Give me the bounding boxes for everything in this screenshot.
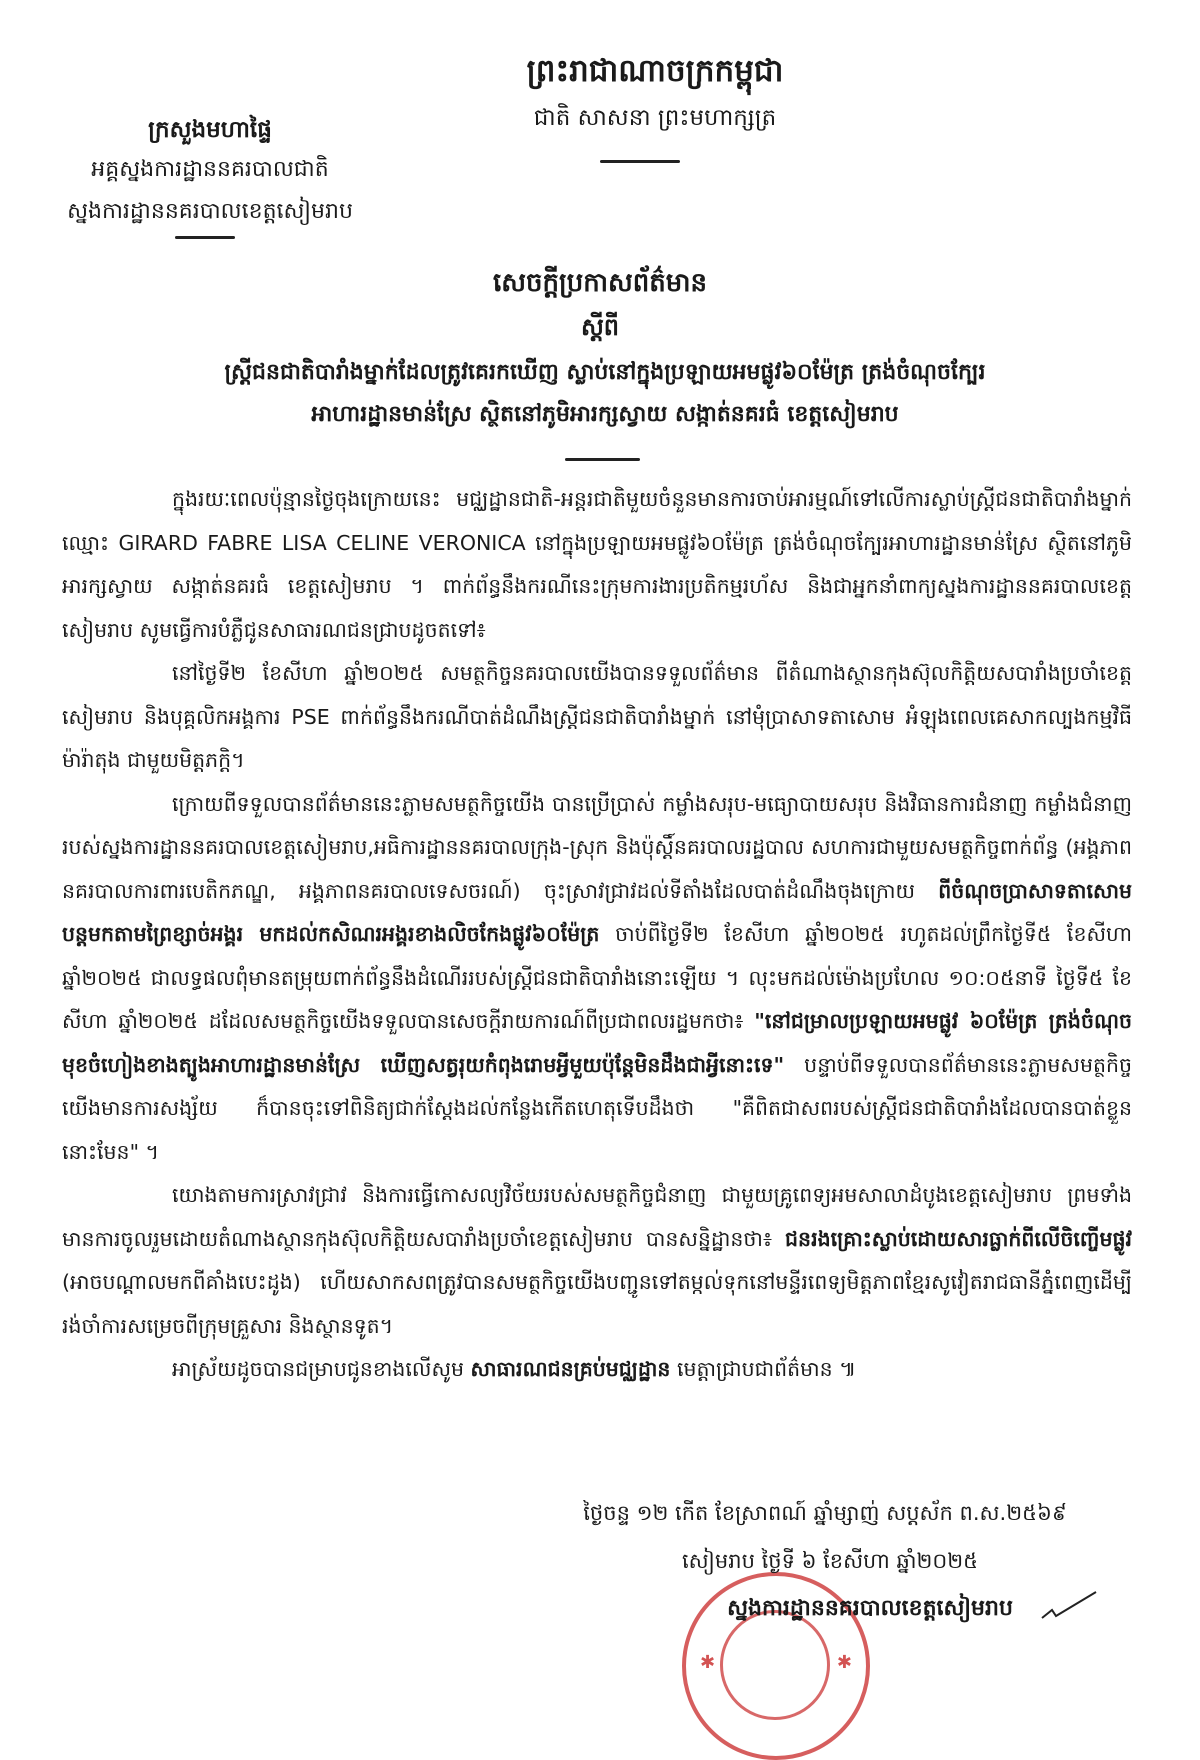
document-subject bbox=[90, 352, 1120, 436]
paragraph-1: ក្នុងរយៈពេលប៉ុន្មានថ្ងៃចុងក្រោយនេះ មជ្ឈដ្ឋានជាតិ-អន្តរជាតិមួយចំនួនមានការចាប់អារម្មណ៍ទៅលើការស្លាប់ស្ត្រីជនជាតិបារាំងម្នាក់ឈ្មោះ GIRARD FABRE LISA CELINE VERONICA នៅក្នុងប្រឡាយអមផ្លូវ៦០ម៉ែត្រ ត្រង់ចំណុចក្បែរអាហារដ្ឋានមាន់ស្រែ ស្ថិតនៅភូមិអារក្សស្វាយ សង្កាត់នគរធំ ខេត្តសៀមរាប ។ ពាក់ព័ន្ធនឹងករណីនេះក្រុមការងារប្រតិកម្មរហ័ស និងជាអ្នកនាំពាក្យស្នងការដ្ឋាននគរបាលខេត្តសៀមរាប សូមធ្វើការបំភ្លឺជូនសាធារណជនជ្រាបដូចតទៅ៖ bbox=[62, 487, 1132, 642]
motto-divider bbox=[600, 160, 680, 163]
general-commissariat: អគ្គស្នងការដ្ឋាននគរបាលជាតិ bbox=[91, 157, 329, 182]
p4-text-2: (អាចបណ្តាលមកពីគាំងបេះដូង) ហើយសាកសពត្រូវបានសមត្ថកិច្ចយើងបញ្ជូនទៅតម្កល់ទុកនៅមន្ទីរពេទ្យមិត្តភាពខ្មែរសូវៀតរាជធានីភ្នំពេញដើម្បីរង់ចាំការសម្រេចពីក្រុមគ្រួសារ និងស្ថានទូត។ bbox=[62, 1270, 1132, 1338]
stamp-star-icon: ✱ bbox=[700, 1652, 716, 1673]
document-title: សេចក្តីប្រកាសព័ត៌មាន bbox=[492, 268, 708, 298]
provincial-commissariat: ស្នងការដ្ឋាននគរបាលខេត្តសៀមរាប bbox=[67, 199, 353, 224]
lunar-date: ថ្ងៃចន្ទ ១២ កើត ខែស្រាពណ៍ ឆ្នាំម្សាញ់ សប្តស័ក ព.ស.២៥៦៩ bbox=[583, 1501, 1067, 1525]
kingdom-heading: ព្រះរាជាណាចក្រកម្ពុជា bbox=[526, 53, 784, 89]
title-about: ស្តីពី bbox=[580, 313, 620, 341]
p4-text: យោងតាមការស្រាវជ្រាវ និងការធ្វើកោសល្យវិច័យរបស់សមត្ថកិច្ចជំនាញ ជាមួយគ្រូពេទ្យអមសាលាដំបូងខេត្តសៀមរាប ព្រមទាំងមានការចូលរួមដោយតំណាងស្ថានកុងស៊ុលកិត្តិយសបារាំងប្រចាំខេត្តសៀមរាប បានសន្និដ្ឋានថា៖ bbox=[62, 1183, 1132, 1251]
stamp-center bbox=[720, 1610, 830, 1720]
issue-date: សៀមរាប ថ្ងៃទី ៦ ខែសីហា ឆ្នាំ២០២៥ bbox=[682, 1549, 978, 1573]
p3-bold-location: ពីចំណុចប្រាសាទតាសោម បន្តមកតាមព្រៃខ្សាច់អង្គរ មកដល់កសិណរអង្គរខាងលិចកែងផ្លូវ៦០ម៉ែត្រ bbox=[62, 878, 1132, 946]
national-motto: ជាតិ សាសនា ព្រះមហាក្សត្រ bbox=[533, 105, 777, 131]
p5-text-2: មេត្តាជ្រាបជាព័ត៌មាន ៕ bbox=[670, 1357, 857, 1381]
p5-text: អាស្រ័យដូចបានជម្រាបជូនខាងលើសូម bbox=[172, 1357, 471, 1381]
p3-text: ក្រោយពីទទួលបានព័ត៌មាននេះភ្លាមសមត្ថកិច្ចយើង បានប្រើប្រាស់ កម្លាំងសរុប-មធ្យោបាយសរុប និងវិធានការជំនាញ កម្លាំងជំនាញរបស់ស្នងការដ្ឋាននគរបាលខេត្តសៀមរាប,អធិការដ្ឋាននគរបាលក្រុង-ស្រុក និងប៉ុស្តិ៍នគរបាលរដ្ឋបាល សហការជាមួយសមត្ថកិច្ចពាក់ព័ន្ធ (អង្គភាពនគរបាលការពារបេតិកភណ្ឌ, អង្គភាពនគរបាលទេសចរណ៍) ចុះស្រាវជ្រាវដល់ទីតាំងដែលបាត់ដំណឹងចុងក្រោយ bbox=[62, 791, 1132, 903]
signature-mark-icon bbox=[1040, 1588, 1100, 1628]
p3-text-3: បន្ទាប់ពីទទួលបានព័ត៌មាននេះភ្លាមសមត្ថកិច្ចយើងមានការសង្ស័យ ក៏បានចុះទៅពិនិត្យជាក់ស្តែងដល់កន្លែងកើតហេតុទើបដឹងថា "គឺពិតជាសពរបស់ស្ត្រីជនជាតិបារាំងដែលបានបាត់ខ្លួននោះមែន" ។ bbox=[62, 1052, 1133, 1164]
signatory: ស្នងការដ្ឋាននគរបាលខេត្តសៀមរាប bbox=[727, 1596, 1013, 1621]
header-divider bbox=[175, 236, 235, 239]
document-body bbox=[62, 478, 1132, 1392]
subject-line-2: អាហារដ្ឋានមាន់ស្រែ ស្ថិតនៅភូមិអារក្សស្វាយ សង្កាត់នគរធំ ខេត្តសៀមរាប bbox=[311, 402, 899, 427]
paragraph-4 bbox=[62, 1174, 1132, 1348]
p3-bold-quote: "នៅជម្រាលប្រឡាយអមផ្លូវ ៦០ម៉ែត្រ ត្រង់ចំណុចមុខចំហៀងខាងត្បូងអាហារដ្ឋានមាន់ស្រែ ឃើញសត្វរុយកំពុងរោមអ្វីមួយប៉ុន្តែមិនដឹងជាអ្វីនោះទេ" bbox=[62, 1009, 1132, 1077]
p4-bold-cause: ជនរងគ្រោះស្លាប់ដោយសារធ្លាក់ពីលើចិញ្ចើមផ្លូវ bbox=[785, 1226, 1132, 1251]
paragraph-3 bbox=[62, 783, 1132, 1175]
subject-line-1: ស្ត្រីជនជាតិបារាំងម្នាក់ដែលត្រូវគេរកឃើញ ស្លាប់នៅក្នុងប្រឡាយអមផ្លូវ៦០ម៉ែត្រ ត្រង់ចំណុចក្បែរ bbox=[224, 360, 986, 385]
p3-text-2: ចាប់ពីថ្ងៃទី២ ខែសីហា ឆ្នាំ២០២៥ រហូតដល់ព្រឹកថ្ងៃទី៥ ខែសីហា ឆ្នាំ២០២៥ ជាលទ្ធផលពុំមានតម្រុយពាក់ព័ន្ធនឹងដំណើររបស់ស្ត្រីជនជាតិបារាំងនោះឡើយ ។ លុះមកដល់ម៉ោងប្រហែល ១០:០៥នាទី ថ្ងៃទី៥ ខែសីហា ឆ្នាំ២០២៥ ដដែលសមត្ថកិច្ចយើងទទួលបានសេចក្តីរាយការណ៍ពីប្រជាពលរដ្ឋមកថា៖ bbox=[62, 922, 1132, 1033]
title-divider bbox=[565, 458, 640, 461]
p5-bold-public: សាធារណជនគ្រប់មជ្ឈដ្ឋាន bbox=[470, 1357, 671, 1381]
paragraph-2: នៅថ្ងៃទី២ ខែសីហា ឆ្នាំ២០២៥ សមត្ថកិច្ចនគរបាលយើងបានទទួលព័ត៌មាន ពីតំណាងស្ថានកុងស៊ុលកិត្តិយសបារាំងប្រចាំខេត្តសៀមរាប និងបុគ្គលិកអង្គការ PSE ពាក់ព័ន្ធនឹងករណីបាត់ដំណឹងស្ត្រីជនជាតិបារាំងម្នាក់ នៅមុំប្រាសាទតាសោម អំឡុងពេលគេសាកល្បងកម្មវិធីម៉ារ៉ាតុង ជាមួយមិត្តភក្តិ។ bbox=[62, 661, 1132, 772]
stamp-star-icon: ✱ bbox=[836, 1652, 852, 1673]
ministry-name: ក្រសួងមហាផ្ទៃ bbox=[148, 117, 272, 143]
paragraph-5 bbox=[62, 1348, 1132, 1392]
